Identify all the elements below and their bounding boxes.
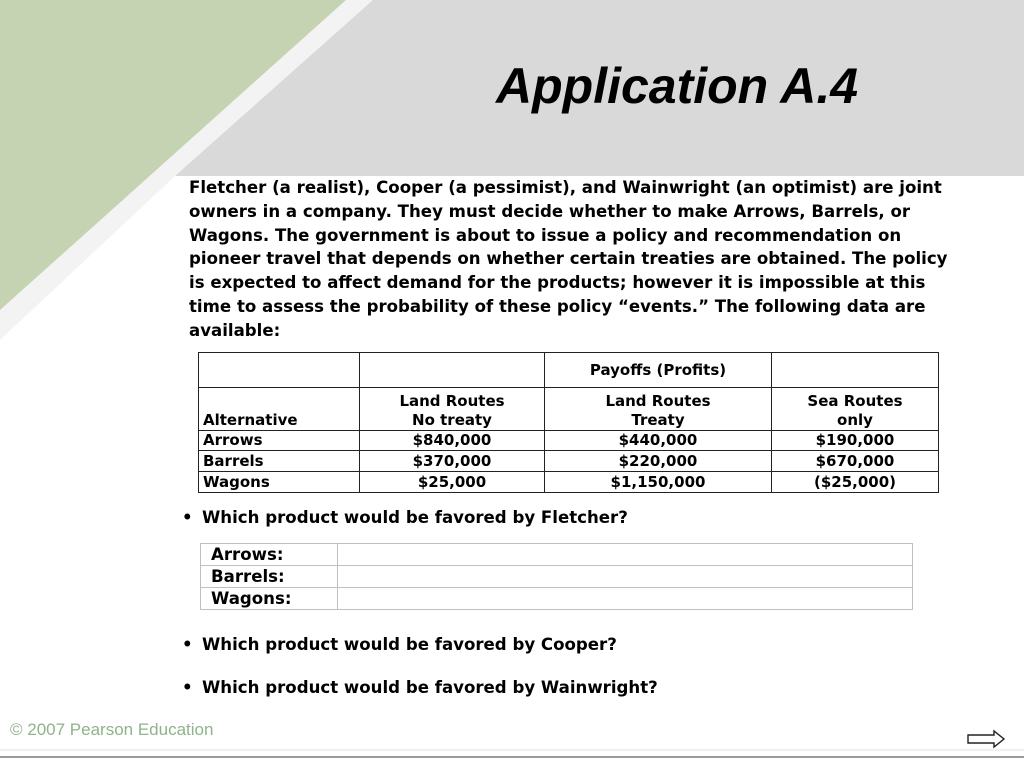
table-cell: $25,000 bbox=[360, 472, 545, 493]
table-row bbox=[199, 431, 939, 451]
intro-line: time to assess the probability of these policy “events.” The following data are bbox=[189, 296, 926, 316]
table-cell: $220,000 bbox=[545, 451, 772, 472]
answer-table bbox=[200, 543, 913, 610]
question-text: Which product would be favored by Cooper? bbox=[202, 635, 617, 654]
question-text: Which product would be favored by Fletcher? bbox=[202, 508, 628, 527]
row-label: Barrels bbox=[199, 451, 360, 472]
intro-line: is expected to affect demand for the products; however it is impossible at this bbox=[189, 273, 926, 293]
table-row bbox=[201, 544, 913, 566]
payoffs-group-header: Payoffs (Profits) bbox=[545, 353, 772, 388]
next-arrow-icon[interactable] bbox=[966, 729, 1006, 749]
table-header-row bbox=[199, 388, 939, 431]
intro-line: available: bbox=[189, 320, 281, 340]
answer-label: Arrows: bbox=[201, 544, 338, 566]
question-fletcher bbox=[182, 508, 628, 527]
table-row bbox=[199, 451, 939, 472]
answer-label: Wagons: bbox=[201, 588, 338, 610]
table-row bbox=[201, 566, 913, 588]
copyright-footer: © 2007 Pearson Education bbox=[10, 720, 214, 739]
payoff-table bbox=[198, 352, 939, 493]
column-header: Land Routes No treaty bbox=[360, 388, 545, 431]
intro-line: Fletcher (a realist), Cooper (a pessimist), and Wainwright (an optimist) are joint bbox=[189, 178, 942, 197]
table-cell: $440,000 bbox=[545, 431, 772, 451]
intro-paragraph bbox=[189, 176, 979, 343]
row-label: Arrows bbox=[199, 431, 360, 451]
column-header: Sea Routes only bbox=[772, 388, 939, 431]
table-cell: $840,000 bbox=[360, 431, 545, 451]
question-text: Which product would be favored by Wainwright? bbox=[202, 678, 658, 697]
table-row bbox=[201, 588, 913, 610]
table-cell: $670,000 bbox=[772, 451, 939, 472]
table-cell: ($25,000) bbox=[772, 472, 939, 493]
row-label: Wagons bbox=[199, 472, 360, 493]
slide-title: Application A.4 bbox=[496, 58, 859, 114]
question-cooper bbox=[182, 635, 617, 654]
bullet-icon: • bbox=[182, 508, 193, 527]
intro-line: owners in a company. They must decide whether to make Arrows, Barrels, or bbox=[189, 201, 911, 221]
table-cell: $1,150,000 bbox=[545, 472, 772, 493]
answer-cell[interactable] bbox=[338, 566, 913, 588]
answer-label: Barrels: bbox=[201, 566, 338, 588]
alternative-header: Alternative bbox=[199, 388, 360, 431]
intro-line: Wagons. The government is about to issue a policy and recommendation on bbox=[189, 225, 902, 245]
bullet-icon: • bbox=[182, 678, 193, 697]
intro-line: pioneer travel that depends on whether certain treaties are obtained. The policy bbox=[189, 249, 948, 269]
table-row bbox=[199, 472, 939, 493]
table-cell: $370,000 bbox=[360, 451, 545, 472]
column-header: Land Routes Treaty bbox=[545, 388, 772, 431]
table-row bbox=[199, 353, 939, 388]
table-cell: $190,000 bbox=[772, 431, 939, 451]
answer-cell[interactable] bbox=[338, 588, 913, 610]
bullet-icon: • bbox=[182, 635, 193, 654]
answer-cell[interactable] bbox=[338, 544, 913, 566]
question-wainwright bbox=[182, 678, 658, 697]
